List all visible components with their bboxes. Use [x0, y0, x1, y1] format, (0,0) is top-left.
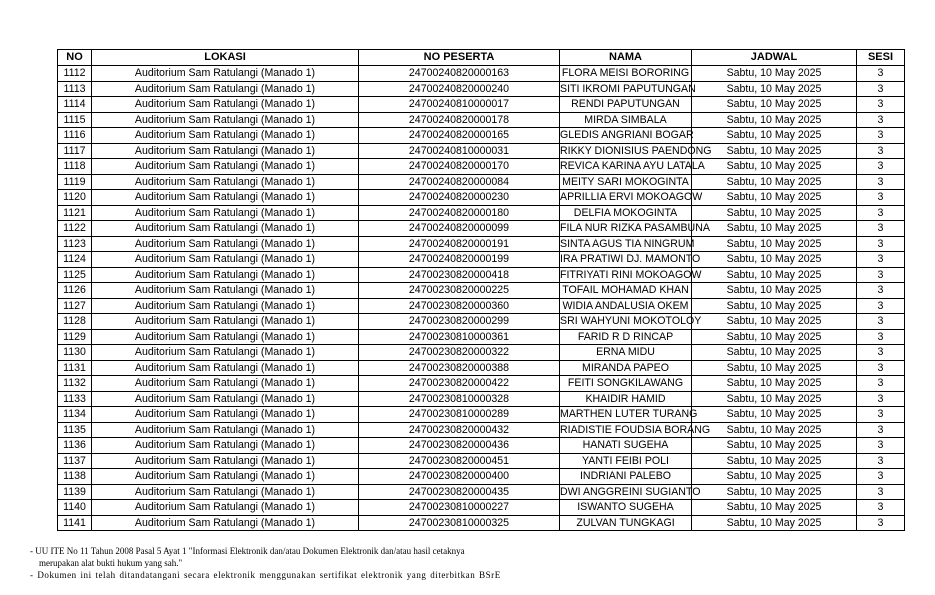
cell-lokasi: Auditorium Sam Ratulangi (Manado 1) — [92, 453, 359, 469]
cell-no: 1129 — [58, 329, 92, 345]
cell-sesi: 3 — [857, 345, 905, 361]
cell-sesi: 3 — [857, 329, 905, 345]
cell-sesi: 3 — [857, 500, 905, 516]
cell-sesi: 3 — [857, 515, 905, 531]
cell-lokasi: Auditorium Sam Ratulangi (Manado 1) — [92, 360, 359, 376]
cell-sesi: 3 — [857, 128, 905, 144]
table-row — [58, 391, 905, 407]
cell-lokasi: Auditorium Sam Ratulangi (Manado 1) — [92, 267, 359, 283]
table-row — [58, 221, 905, 237]
cell-nama: RIKKY DIONISIUS PAENDONG — [560, 144, 712, 157]
participant-table — [57, 49, 905, 531]
cell-no-peserta: 24700240820000084 — [359, 174, 560, 190]
table-row — [58, 314, 905, 330]
cell-no: 1124 — [58, 252, 92, 268]
cell-lokasi: Auditorium Sam Ratulangi (Manado 1) — [92, 128, 359, 144]
cell-jadwal: Sabtu, 10 May 2025 — [692, 484, 857, 500]
header-jadwal: JADWAL — [692, 50, 857, 66]
cell-lokasi: Auditorium Sam Ratulangi (Manado 1) — [92, 314, 359, 330]
cell-no-peserta: 24700230810000328 — [359, 391, 560, 407]
table-row — [58, 143, 905, 159]
cell-lokasi: Auditorium Sam Ratulangi (Manado 1) — [92, 174, 359, 190]
cell-lokasi: Auditorium Sam Ratulangi (Manado 1) — [92, 422, 359, 438]
table-row — [58, 283, 905, 299]
cell-sesi: 3 — [857, 205, 905, 221]
cell-no: 1122 — [58, 221, 92, 237]
cell-no: 1130 — [58, 345, 92, 361]
cell-lokasi: Auditorium Sam Ratulangi (Manado 1) — [92, 159, 359, 175]
header-no: NO — [58, 50, 92, 66]
cell-no-peserta: 24700230820000225 — [359, 283, 560, 299]
footer-note-ite-line1: - UU ITE No 11 Tahun 2008 Pasal 5 Ayat 1 "Informasi Elektronik dan/atau Dokumen Elektronik dan/atau hasil cetaknya — [30, 546, 465, 556]
cell-no: 1121 — [58, 205, 92, 221]
cell-no-peserta: 24700230820000422 — [359, 376, 560, 392]
cell-no-peserta: 24700240820000230 — [359, 190, 560, 206]
cell-jadwal: Sabtu, 10 May 2025 — [692, 205, 857, 221]
table-row — [58, 66, 905, 82]
table-body — [58, 66, 905, 531]
cell-no: 1128 — [58, 314, 92, 330]
cell-sesi: 3 — [857, 221, 905, 237]
cell-no-peserta: 24700230820000432 — [359, 422, 560, 438]
cell-nama: MIRDA SIMBALA — [560, 112, 692, 128]
cell-nama: SRI WAHYUNI MOKOTOLOY — [560, 315, 702, 327]
cell-no: 1138 — [58, 469, 92, 485]
table-row — [58, 376, 905, 392]
cell-no-peserta: 24700230820000388 — [359, 360, 560, 376]
cell-nama: YANTI FEIBI POLI — [560, 453, 692, 469]
cell-no: 1140 — [58, 500, 92, 516]
cell-no: 1133 — [58, 391, 92, 407]
cell-no-peserta: 24700240820000199 — [359, 252, 560, 268]
cell-lokasi: Auditorium Sam Ratulangi (Manado 1) — [92, 484, 359, 500]
cell-no-peserta: 24700230820000400 — [359, 469, 560, 485]
cell-sesi: 3 — [857, 376, 905, 392]
cell-sesi: 3 — [857, 143, 905, 159]
cell-jadwal: Sabtu, 10 May 2025 — [692, 267, 857, 283]
header-lokasi: LOKASI — [92, 50, 359, 66]
cell-no: 1134 — [58, 407, 92, 423]
table-row — [58, 422, 905, 438]
cell-no: 1112 — [58, 66, 92, 82]
cell-sesi: 3 — [857, 407, 905, 423]
cell-jadwal: Sabtu, 10 May 2025 — [692, 329, 857, 345]
table-row — [58, 112, 905, 128]
cell-no: 1123 — [58, 236, 92, 252]
footer-notes — [30, 545, 501, 581]
cell-lokasi: Auditorium Sam Ratulangi (Manado 1) — [92, 283, 359, 299]
footer-note-ite-line2: merupakan alat bukti hukum yang sah." — [39, 558, 183, 568]
table-row — [58, 81, 905, 97]
cell-nama: MIRANDA PAPEO — [560, 360, 692, 376]
cell-sesi: 3 — [857, 159, 905, 175]
cell-sesi: 3 — [857, 360, 905, 376]
cell-nama: FITRIYATI RINI MOKOAGOW — [560, 268, 702, 281]
cell-no-peserta: 24700240810000017 — [359, 97, 560, 113]
cell-nama: MEITY SARI MOKOGINTA — [560, 174, 692, 190]
cell-nama: GLEDIS ANGRIANI BOGAR — [560, 129, 694, 141]
cell-lokasi: Auditorium Sam Ratulangi (Manado 1) — [92, 391, 359, 407]
cell-nama: ZULVAN TUNGKAGI — [560, 515, 692, 531]
cell-jadwal: Sabtu, 10 May 2025 — [692, 112, 857, 128]
cell-lokasi: Auditorium Sam Ratulangi (Manado 1) — [92, 407, 359, 423]
table-row — [58, 174, 905, 190]
cell-lokasi: Auditorium Sam Ratulangi (Manado 1) — [92, 500, 359, 516]
cell-nama: IRA PRATIWI DJ. MAMONTO — [560, 253, 701, 265]
cell-nama: REVICA KARINA AYU LATALA — [560, 160, 705, 172]
cell-jadwal: Sabtu, 10 May 2025 — [692, 314, 857, 330]
cell-nama: TOFAIL MOHAMAD KHAN — [560, 283, 692, 299]
cell-sesi: 3 — [857, 252, 905, 268]
cell-no: 1115 — [58, 112, 92, 128]
cell-sesi: 3 — [857, 97, 905, 113]
cell-no-peserta: 24700230820000451 — [359, 453, 560, 469]
cell-no-peserta: 24700230810000289 — [359, 407, 560, 423]
cell-lokasi: Auditorium Sam Ratulangi (Manado 1) — [92, 469, 359, 485]
table-row — [58, 298, 905, 314]
cell-lokasi: Auditorium Sam Ratulangi (Manado 1) — [92, 252, 359, 268]
cell-no: 1139 — [58, 484, 92, 500]
header-nama: NAMA — [560, 50, 692, 66]
cell-jadwal: Sabtu, 10 May 2025 — [692, 190, 857, 206]
cell-jadwal: Sabtu, 10 May 2025 — [692, 360, 857, 376]
cell-jadwal: Sabtu, 10 May 2025 — [692, 376, 857, 392]
table-row — [58, 236, 905, 252]
cell-sesi: 3 — [857, 66, 905, 82]
cell-jadwal: Sabtu, 10 May 2025 — [692, 345, 857, 361]
cell-nama: ERNA MIDU — [560, 345, 692, 361]
cell-jadwal: Sabtu, 10 May 2025 — [692, 143, 857, 159]
cell-no-peserta: 24700230810000325 — [359, 515, 560, 531]
footer-note-signature: - Dokumen ini telah ditandatangani secara elektronik menggunakan sertifikat elektronik yang diterbitkan BSrE — [30, 570, 501, 580]
cell-jadwal: Sabtu, 10 May 2025 — [692, 236, 857, 252]
cell-sesi: 3 — [857, 236, 905, 252]
cell-nama: APRILLIA ERVI MOKOAGOW — [560, 191, 703, 203]
cell-no-peserta: 24700230820000299 — [359, 314, 560, 330]
cell-nama: SITI IKROMI PAPUTUNGAN — [560, 82, 696, 95]
cell-no-peserta: 24700240820000170 — [359, 159, 560, 175]
cell-no: 1119 — [58, 174, 92, 190]
cell-sesi: 3 — [857, 267, 905, 283]
table-row — [58, 469, 905, 485]
cell-lokasi: Auditorium Sam Ratulangi (Manado 1) — [92, 190, 359, 206]
cell-jadwal: Sabtu, 10 May 2025 — [692, 391, 857, 407]
cell-no: 1141 — [58, 515, 92, 531]
cell-no-peserta: 24700230820000436 — [359, 438, 560, 454]
cell-no: 1120 — [58, 190, 92, 206]
cell-no: 1132 — [58, 376, 92, 392]
cell-sesi: 3 — [857, 422, 905, 438]
cell-sesi: 3 — [857, 190, 905, 206]
cell-no: 1131 — [58, 360, 92, 376]
cell-no-peserta: 24700230820000418 — [359, 267, 560, 283]
cell-jadwal: Sabtu, 10 May 2025 — [692, 221, 857, 237]
cell-sesi: 3 — [857, 438, 905, 454]
cell-no: 1118 — [58, 159, 92, 175]
cell-jadwal: Sabtu, 10 May 2025 — [692, 453, 857, 469]
cell-nama: HANATI SUGEHA — [560, 438, 692, 454]
cell-no-peserta: 24700240820000163 — [359, 66, 560, 82]
cell-nama: INDRIANI PALEBO — [560, 469, 692, 485]
cell-no-peserta: 24700240820000240 — [359, 81, 560, 97]
cell-lokasi: Auditorium Sam Ratulangi (Manado 1) — [92, 298, 359, 314]
cell-lokasi: Auditorium Sam Ratulangi (Manado 1) — [92, 112, 359, 128]
table-row — [58, 345, 905, 361]
cell-no-peserta: 24700240820000099 — [359, 221, 560, 237]
cell-sesi: 3 — [857, 469, 905, 485]
table-row — [58, 205, 905, 221]
cell-no-peserta: 24700230820000322 — [359, 345, 560, 361]
cell-jadwal: Sabtu, 10 May 2025 — [692, 159, 857, 175]
cell-no: 1113 — [58, 81, 92, 97]
cell-lokasi: Auditorium Sam Ratulangi (Manado 1) — [92, 81, 359, 97]
cell-jadwal: Sabtu, 10 May 2025 — [692, 283, 857, 299]
cell-no: 1127 — [58, 298, 92, 314]
cell-no: 1114 — [58, 97, 92, 113]
cell-nama: RIADISTIE FOUDSIA BORANG — [560, 423, 711, 436]
cell-lokasi: Auditorium Sam Ratulangi (Manado 1) — [92, 345, 359, 361]
table-row — [58, 329, 905, 345]
cell-sesi: 3 — [857, 283, 905, 299]
cell-no: 1136 — [58, 438, 92, 454]
cell-no: 1126 — [58, 283, 92, 299]
cell-lokasi: Auditorium Sam Ratulangi (Manado 1) — [92, 97, 359, 113]
cell-no-peserta: 24700240810000031 — [359, 143, 560, 159]
table-row — [58, 190, 905, 206]
table-row — [58, 159, 905, 175]
cell-no-peserta: 24700230810000227 — [359, 500, 560, 516]
table-row — [58, 252, 905, 268]
cell-nama: ISWANTO SUGEHA — [560, 500, 692, 516]
table-row — [58, 438, 905, 454]
cell-no: 1135 — [58, 422, 92, 438]
cell-no: 1117 — [58, 143, 92, 159]
table-row — [58, 484, 905, 500]
cell-jadwal: Sabtu, 10 May 2025 — [692, 469, 857, 485]
table-row — [58, 453, 905, 469]
cell-no-peserta: 24700240820000178 — [359, 112, 560, 128]
cell-jadwal: Sabtu, 10 May 2025 — [692, 81, 857, 97]
cell-no: 1116 — [58, 128, 92, 144]
cell-jadwal: Sabtu, 10 May 2025 — [692, 298, 857, 314]
cell-lokasi: Auditorium Sam Ratulangi (Manado 1) — [92, 438, 359, 454]
cell-nama: DWI ANGGREINI SUGIANTO — [560, 485, 701, 498]
cell-lokasi: Auditorium Sam Ratulangi (Manado 1) — [92, 205, 359, 221]
cell-no-peserta: 24700230820000360 — [359, 298, 560, 314]
table-row — [58, 267, 905, 283]
cell-sesi: 3 — [857, 484, 905, 500]
table-row — [58, 97, 905, 113]
cell-nama: WIDIA ANDALUSIA OKEM — [560, 298, 692, 314]
cell-jadwal: Sabtu, 10 May 2025 — [692, 174, 857, 190]
cell-nama: FARID R D RINCAP — [560, 329, 692, 345]
cell-nama: MARTHEN LUTER TURANG — [560, 408, 698, 420]
cell-nama: FLORA MEISI BORORING — [560, 66, 692, 82]
cell-sesi: 3 — [857, 81, 905, 97]
cell-sesi: 3 — [857, 298, 905, 314]
cell-lokasi: Auditorium Sam Ratulangi (Manado 1) — [92, 236, 359, 252]
cell-nama: KHAIDIR HAMID — [560, 391, 692, 407]
cell-lokasi: Auditorium Sam Ratulangi (Manado 1) — [92, 376, 359, 392]
cell-sesi: 3 — [857, 112, 905, 128]
cell-jadwal: Sabtu, 10 May 2025 — [692, 407, 857, 423]
cell-lokasi: Auditorium Sam Ratulangi (Manado 1) — [92, 66, 359, 82]
cell-jadwal: Sabtu, 10 May 2025 — [692, 97, 857, 113]
cell-lokasi: Auditorium Sam Ratulangi (Manado 1) — [92, 329, 359, 345]
cell-lokasi: Auditorium Sam Ratulangi (Manado 1) — [92, 515, 359, 531]
cell-lokasi: Auditorium Sam Ratulangi (Manado 1) — [92, 221, 359, 237]
cell-no: 1125 — [58, 267, 92, 283]
cell-sesi: 3 — [857, 314, 905, 330]
cell-no-peserta: 24700240820000165 — [359, 128, 560, 144]
cell-nama: FILA NUR RIZKA PASAMBUNA — [560, 222, 710, 234]
cell-no: 1137 — [58, 453, 92, 469]
cell-sesi: 3 — [857, 391, 905, 407]
cell-lokasi: Auditorium Sam Ratulangi (Manado 1) — [92, 143, 359, 159]
header-sesi: SESI — [857, 50, 905, 66]
table-row — [58, 500, 905, 516]
cell-nama: SINTA AGUS TIA NINGRUM — [560, 237, 695, 250]
cell-no-peserta: 24700230820000435 — [359, 484, 560, 500]
cell-no-peserta: 24700230810000361 — [359, 329, 560, 345]
cell-no-peserta: 24700240820000191 — [359, 236, 560, 252]
table-header-row — [58, 50, 905, 66]
table-row — [58, 128, 905, 144]
cell-jadwal: Sabtu, 10 May 2025 — [692, 66, 857, 82]
cell-sesi: 3 — [857, 174, 905, 190]
table-row — [58, 515, 905, 531]
cell-jadwal: Sabtu, 10 May 2025 — [692, 422, 857, 438]
cell-nama: FEITI SONGKILAWANG — [560, 376, 692, 392]
header-no-peserta: NO PESERTA — [359, 50, 560, 66]
table-row — [58, 360, 905, 376]
cell-nama: DELFIA MOKOGINTA — [560, 205, 692, 221]
cell-jadwal: Sabtu, 10 May 2025 — [692, 438, 857, 454]
cell-jadwal: Sabtu, 10 May 2025 — [692, 128, 857, 144]
cell-no-peserta: 24700240820000180 — [359, 205, 560, 221]
cell-nama: RENDI PAPUTUNGAN — [560, 97, 692, 113]
cell-jadwal: Sabtu, 10 May 2025 — [692, 515, 857, 531]
cell-jadwal: Sabtu, 10 May 2025 — [692, 252, 857, 268]
table-row — [58, 407, 905, 423]
cell-jadwal: Sabtu, 10 May 2025 — [692, 500, 857, 516]
cell-sesi: 3 — [857, 453, 905, 469]
